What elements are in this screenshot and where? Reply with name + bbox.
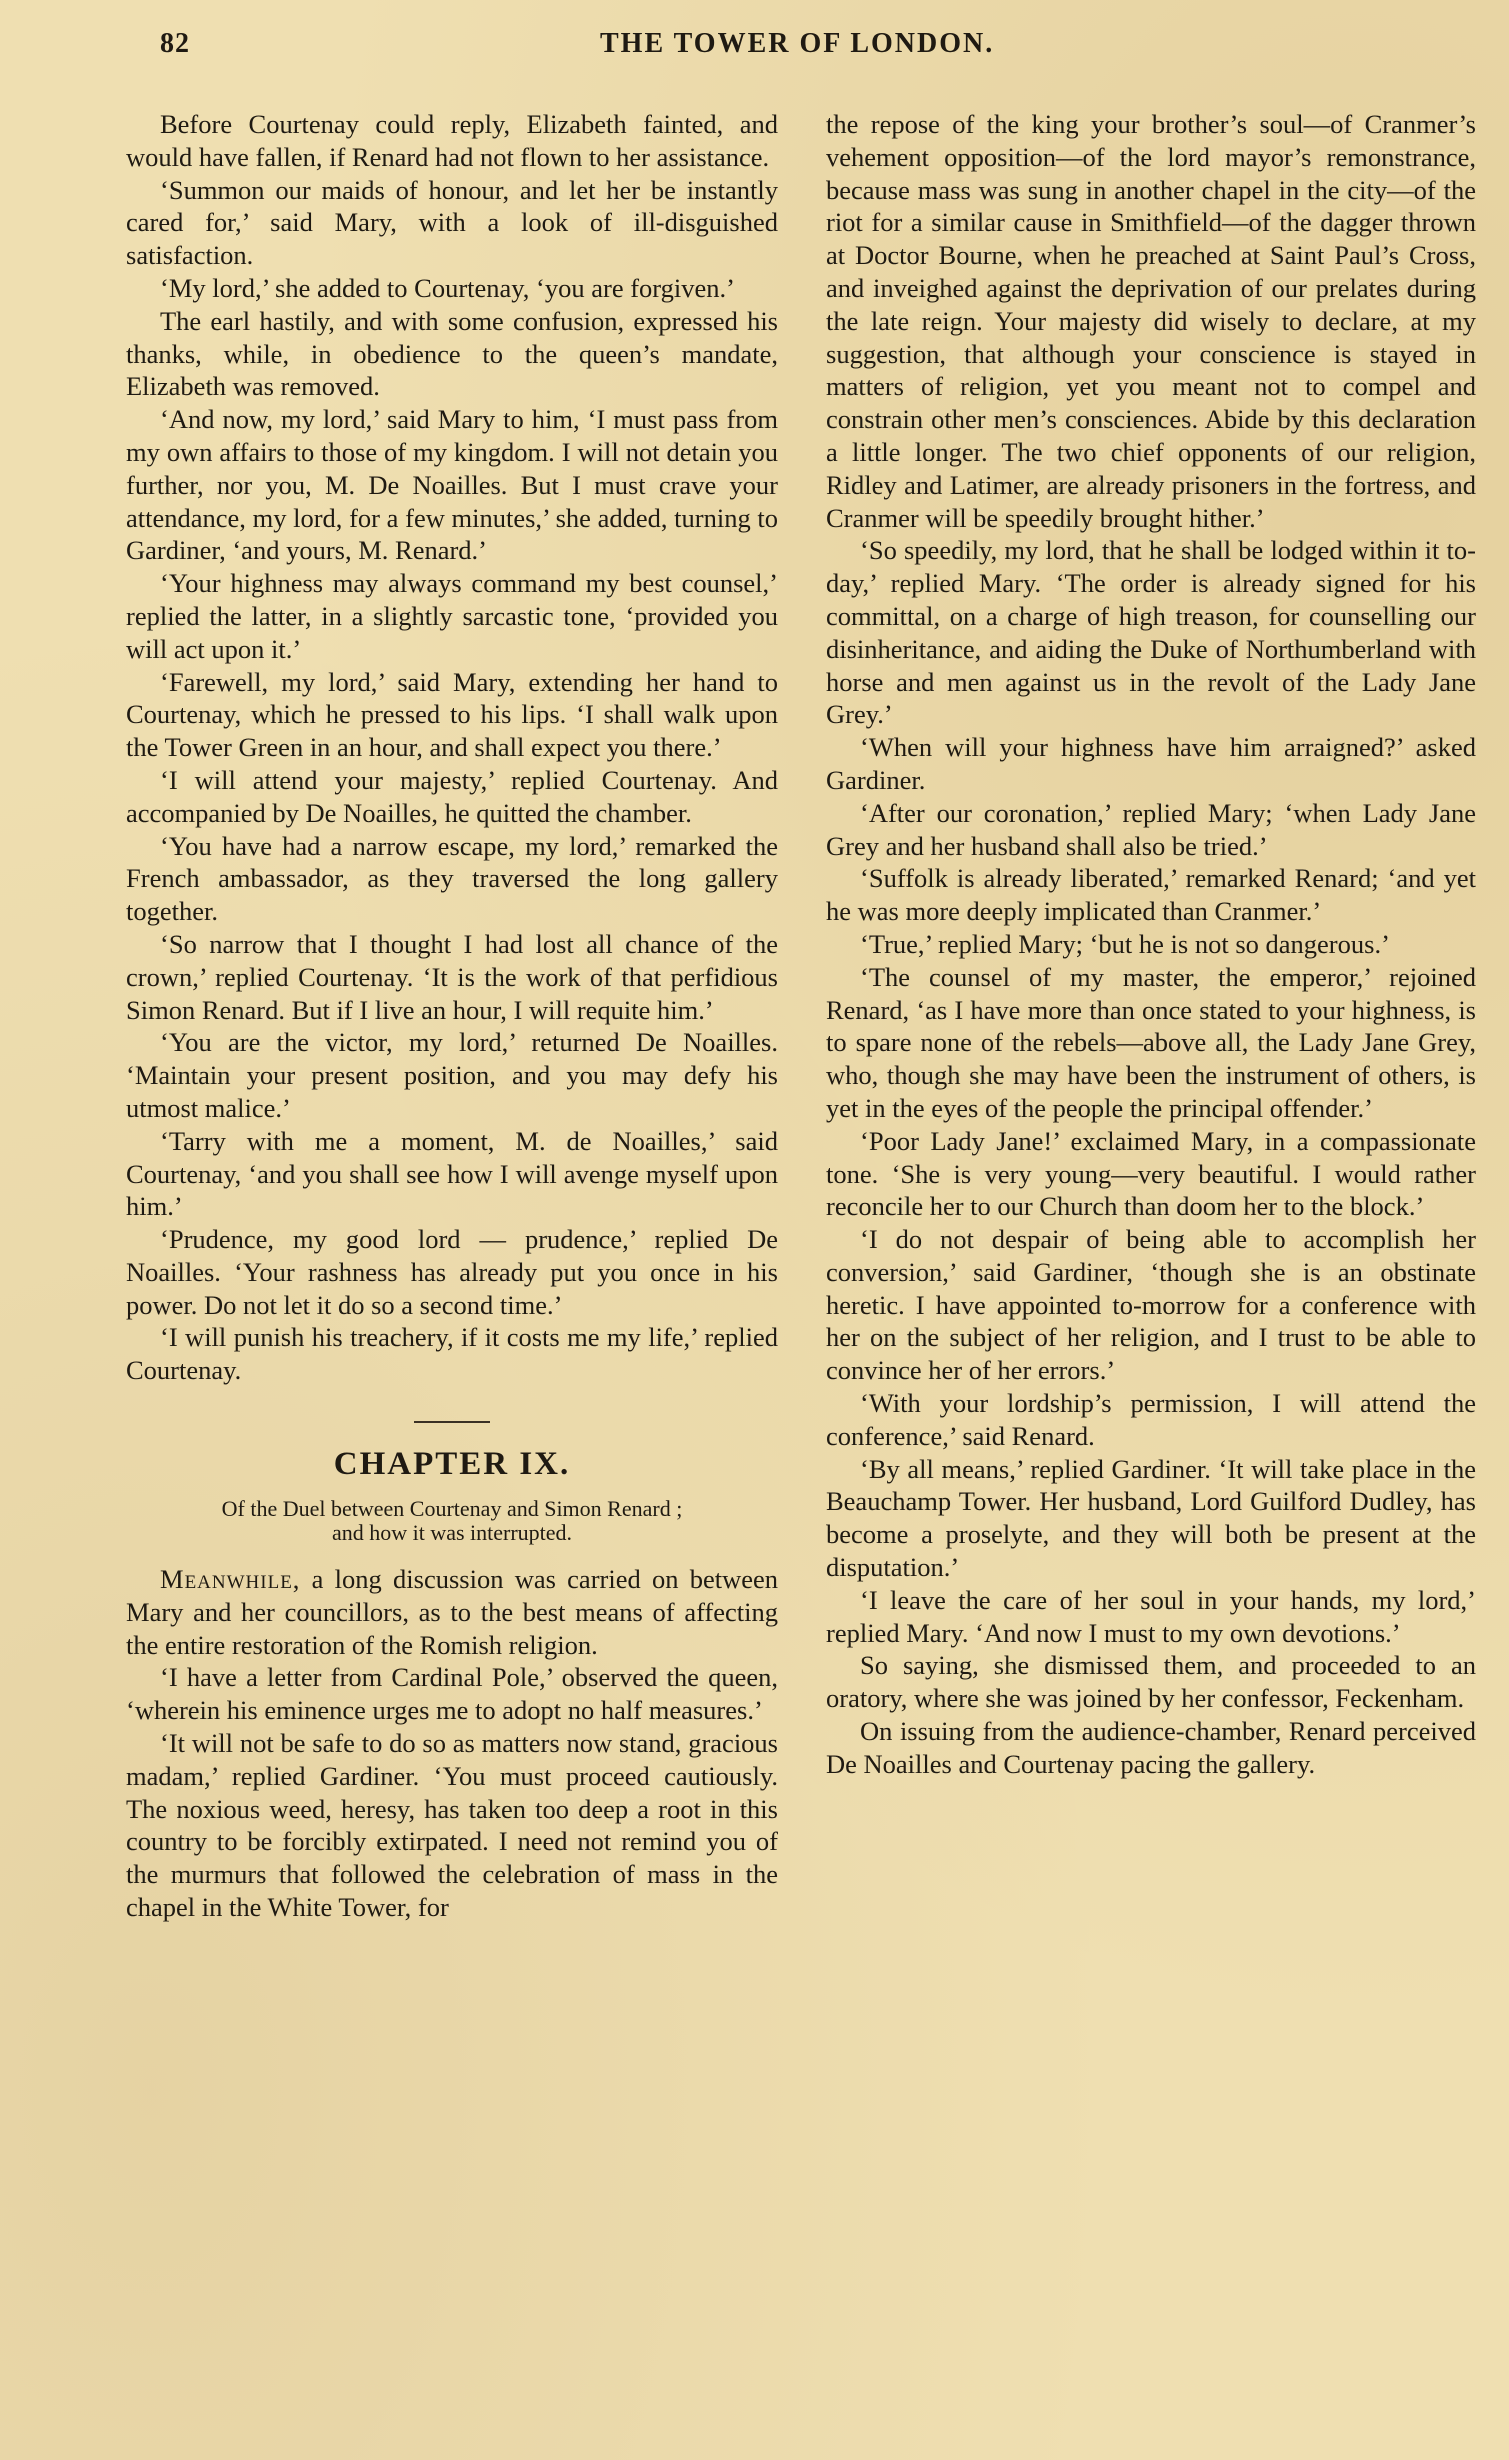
- paragraph: ‘My lord,’ she added to Courtenay, ‘you are forgiven.’: [160, 272, 735, 303]
- paragraph: ‘I leave the care of her soul in your hands, my lord,’ replied Mary. ‘And now I must to my own devotions.’: [826, 1584, 1476, 1648]
- paragraph: ‘I do not despair of being able to accomplish her conversion,’ said Gardiner, ‘though she is an obstinate heretic. I have appointed to-morrow for a conference with her on the subject of her religion, and I trust to be able to convince her of her errors.’: [826, 1224, 1476, 1386]
- paragraph: The earl hastily, and with some confusion, expressed his thanks, while, in obedience to the queen’s mandate, Elizabeth was removed.: [126, 305, 778, 402]
- paragraph: ‘Prudence, my good lord — prudence,’ replied De Noailles. ‘Your rashness has already put you once in his power. Do not let it do so a second time.’: [126, 1224, 778, 1320]
- page-header: [160, 28, 1480, 78]
- paragraph: ‘So narrow that I thought I had lost all chance of the crown,’ replied Courtenay. ‘It is the work of that perfidious Simon Renard. But if I live an hour, I will requite him.’: [126, 928, 778, 1025]
- paragraph: ‘Suffolk is already liberated,’ remarked Renard; ‘and yet he was more deeply implicated than Cranmer.’: [826, 863, 1476, 927]
- paragraph: ‘By all means,’ replied Gardiner. ‘It will take place in the Beauchamp Tower. Her husband, Lord Guilford Dudley, has become a proselyte, and they will both be present at the disputation.’: [826, 1453, 1476, 1583]
- paragraph: ‘So speedily, my lord, that he shall be lodged within it to-day,’ replied Mary. ‘The order is already signed for his committal, on a charge of high treason, for counselling our disinheritance, and aiding the Duke of Northumberland with horse and men against us in the revolt of the Lady Jane Grey.’: [826, 535, 1476, 730]
- paragraph: ‘Your highness may always command my best counsel,’ replied the latter, in a slightly sarcastic tone, ‘provided you will act upon it.’: [126, 568, 778, 664]
- continued-paragraph: the repose of the king your brother’s soul—of Cranmer’s vehement opposition—of the lord mayor’s remonstrance, because mass was sung in another chapel in the city—of the riot for a similar cause in Smithfield—of the dagger thrown at Doctor Bourne, when he preached at Saint Paul’s Cross, and inveighed against the deprivation of our prelates during the late reign. Your majesty did wisely to declare, at my suggestion, that although your conscience is stayed in matters of religion, yet you meant not to compel and constrain other men’s consciences. Abide by this declaration a little longer. The two chief opponents of our religion, Ridley and Latimer, are already prisoners in the fortress, and Cranmer will be speedily brought hither.’: [826, 109, 1476, 533]
- paragraph: ‘And now, my lord,’ said Mary to him, ‘I must pass from my own affairs to those of my kingdom. I will not detain you further, nor you, M. De Noailles. But I must crave your attendance, my lord, for a few minutes,’ she added, turning to Gardiner, ‘and yours, M. Renard.’: [126, 404, 778, 566]
- paragraph: Before Courtenay could reply, Elizabeth fainted, and would have fallen, if Renard had not flown to her assistance.: [126, 109, 778, 172]
- paragraph: ‘After our coronation,’ replied Mary; ‘when Lady Jane Grey and her husband shall also be tried.’: [826, 797, 1476, 861]
- paragraph: ‘The counsel of my master, the emperor,’ rejoined Renard, ‘as I have more than once stated to your highness, is to spare none of the rebels—above all, the Lady Jane Grey, who, though she may have been the instrument of others, is yet in the eyes of the people the principal offender.’: [826, 961, 1476, 1123]
- paragraph: ‘I will attend your majesty,’ replied Courtenay. And accompanied by De Noailles, he quitted the chamber.: [126, 764, 778, 828]
- chapter-subtitle-line: and how it was interrupted.: [331, 1520, 573, 1546]
- running-title: THE TOWER OF LONDON.: [600, 28, 995, 59]
- page-number: 82: [160, 28, 190, 59]
- paragraph: On issuing from the audience-chamber, Renard perceived De Noailles and Courtenay pacing the gallery.: [826, 1716, 1476, 1779]
- chapter-subtitle: [126, 1497, 778, 1545]
- paragraph: ‘Poor Lady Jane!’ exclaimed Mary, in a compassionate tone. ‘She is very young—very beautiful. I would rather reconcile her to our Church than doom her to the block.’: [826, 1125, 1476, 1222]
- paragraph: ‘I will punish his treachery, if it costs me my life,’ replied Courtenay.: [126, 1322, 778, 1386]
- chapter-heading: CHAPTER IX.: [333, 1446, 571, 1483]
- paragraph: ‘Summon our maids of honour, and let her be instantly cared for,’ said Mary, with a look of ill-disguished satisfaction.: [126, 174, 778, 271]
- chapter-divider: [414, 1421, 490, 1423]
- chapter-opening-paragraph: [126, 1563, 778, 1661]
- left-column: [126, 108, 778, 1924]
- paragraph: ‘Farewell, my lord,’ said Mary, extending her hand to Courtenay, which he pressed to his lips. ‘I shall walk upon the Tower Green in an hour, and shall expect you there.’: [126, 666, 778, 763]
- paragraph: ‘You are the victor, my lord,’ returned De Noailles. ‘Maintain your present position, and you may defy his utmost malice.’: [126, 1027, 778, 1123]
- paragraph: ‘When will your highness have him arraigned?’ asked Gardiner.: [826, 732, 1476, 795]
- opening-word: Meanwhile,: [160, 1564, 301, 1595]
- paragraph: ‘True,’ replied Mary; ‘but he is not so dangerous.’: [860, 928, 1390, 959]
- paragraph: ‘Tarry with me a moment, M. de Noailles,’ said Courtenay, ‘and you shall see how I will avenge myself upon him.’: [126, 1125, 778, 1222]
- paragraph: ‘You have had a narrow escape, my lord,’ remarked the French ambassador, as they traversed the long gallery together.: [126, 830, 778, 927]
- chapter-subtitle-line: Of the Duel between Courtenay and Simon Renard ;: [221, 1496, 683, 1522]
- opening-text: a long discussion was carried on between Mary and her councillors, as to the best means of affecting the entire restoration of the Romish religion.: [126, 1564, 778, 1660]
- paragraph: So saying, she dismissed them, and proceeded to an oratory, where she was joined by her confessor, Feckenham.: [826, 1650, 1476, 1714]
- paragraph: ‘It will not be safe to do so as matters now stand, gracious madam,’ replied Gardiner. ‘You must proceed cautiously. The noxious weed, heresy, has taken too deep a root in this country to be forcibly extirpated. I need not remind you of the murmurs that followed the celebration of mass in the chapel in the White Tower, for: [126, 1728, 778, 1923]
- paragraph: ‘With your lordship’s permission, I will attend the conference,’ said Renard.: [826, 1388, 1476, 1451]
- paragraph: ‘I have a letter from Cardinal Pole,’ observed the queen, ‘wherein his eminence urges me to adopt no half measures.’: [126, 1662, 778, 1726]
- right-column: [826, 108, 1476, 1781]
